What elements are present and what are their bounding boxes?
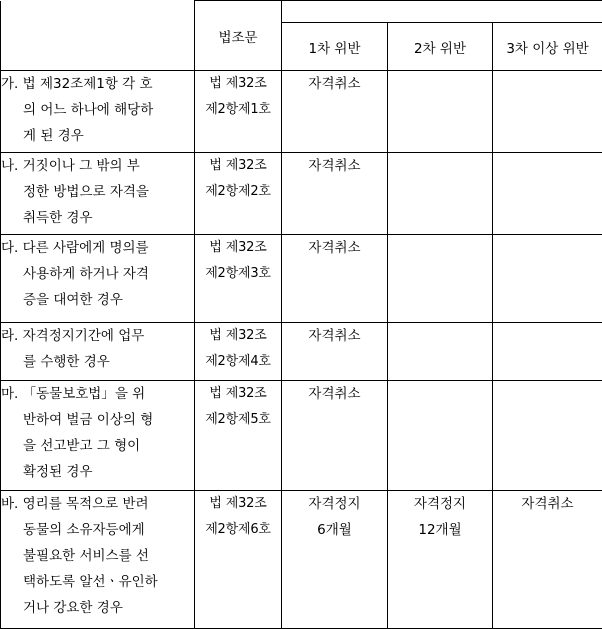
penalty-third-cell xyxy=(493,235,602,323)
law-article-cell xyxy=(195,235,282,323)
violation-text-line: 거나 강요한 경우 xyxy=(1,595,194,621)
penalty-first-cell xyxy=(282,323,388,381)
law-article-line: 법 제32조 xyxy=(195,491,281,517)
penalty-third-cell xyxy=(493,323,602,381)
law-article-line: 제2항제3호 xyxy=(195,261,281,287)
violation-text-line: 사용하게 하거나 자격 xyxy=(1,261,194,287)
table-row xyxy=(1,381,602,491)
law-article-line: 제2항제1호 xyxy=(195,97,281,123)
penalty-first-cell xyxy=(282,71,388,153)
violation-text-line: 마. 「동물보호법」을 위 xyxy=(1,381,194,407)
penalty-third-cell xyxy=(493,153,602,235)
law-article-cell xyxy=(195,381,282,491)
violation-cell xyxy=(1,71,195,153)
violation-text-line: 반하여 벌금 이상의 형 xyxy=(1,407,194,433)
violation-text-line: 게 된 경우 xyxy=(1,123,194,149)
law-article-cell xyxy=(195,323,282,381)
violation-cell xyxy=(1,235,195,323)
law-article-line: 제2항제5호 xyxy=(195,407,281,433)
violation-text-line: 취득한 경우 xyxy=(1,205,194,231)
penalty-second-cell xyxy=(388,323,493,381)
violation-text-line: 을 선고받고 그 형이 xyxy=(1,433,194,459)
header-row-top xyxy=(1,1,602,23)
penalty-first-cell xyxy=(282,235,388,323)
penalty-text: 6개월 xyxy=(282,517,387,543)
penalty-third-cell xyxy=(493,491,602,629)
violation-text-line: 확정된 경우 xyxy=(1,459,194,485)
law-article-line: 법 제32조 xyxy=(195,381,281,407)
law-article-line: 법 제32조 xyxy=(195,323,281,349)
violation-text-line: 바. 영리를 목적으로 반려 xyxy=(1,491,194,517)
violation-text-line: 택하도록 알선ㆍ유인하 xyxy=(1,569,194,595)
violation-text-line: 다. 다른 사람에게 명의를 xyxy=(1,235,194,261)
law-article-line: 법 제32조 xyxy=(195,235,281,261)
header-first-violation: 1차 위반 xyxy=(282,23,388,71)
header-law-article: 법조문 xyxy=(195,1,282,71)
violation-text-line: 의 어느 하나에 해당하 xyxy=(1,97,194,123)
law-article-line: 제2항제2호 xyxy=(195,179,281,205)
violation-text-line: 동물의 소유자등에게 xyxy=(1,517,194,543)
table-row xyxy=(1,323,602,381)
law-article-cell xyxy=(195,71,282,153)
penalty-text: 자격취소 xyxy=(282,235,387,261)
law-article-cell xyxy=(195,153,282,235)
penalty-text: 자격취소 xyxy=(282,323,387,349)
penalty-first-cell xyxy=(282,491,388,629)
violation-text-line: 불필요한 서비스를 선 xyxy=(1,543,194,569)
penalty-text: 자격정지 xyxy=(388,491,492,517)
penalty-text: 12개월 xyxy=(388,517,492,543)
table-row xyxy=(1,491,602,629)
penalty-text: 자격취소 xyxy=(493,491,602,517)
header-violation-cell xyxy=(1,1,195,71)
law-article-line: 제2항제4호 xyxy=(195,349,281,375)
penalty-second-cell xyxy=(388,153,493,235)
violation-cell xyxy=(1,323,195,381)
table-body xyxy=(1,71,602,629)
penalty-first-cell xyxy=(282,381,388,491)
violation-text-line: 증을 대여한 경우 xyxy=(1,287,194,313)
penalty-third-cell xyxy=(493,381,602,491)
penalty-text: 자격취소 xyxy=(282,153,387,179)
violation-text-line: 를 수행한 경우 xyxy=(1,349,194,375)
penalty-third-cell xyxy=(493,71,602,153)
violation-text-line: 나. 거짓이나 그 밖의 부 xyxy=(1,153,194,179)
violation-text-line: 정한 방법으로 자격을 xyxy=(1,179,194,205)
header-third-violation: 3차 이상 위반 xyxy=(493,23,602,71)
violation-cell xyxy=(1,153,195,235)
penalty-second-cell xyxy=(388,381,493,491)
law-article-line: 법 제32조 xyxy=(195,153,281,179)
penalty-second-cell xyxy=(388,491,493,629)
violation-text-line: 가. 법 제32조제1항 각 호 xyxy=(1,71,194,97)
penalty-first-cell xyxy=(282,153,388,235)
penalty-second-cell xyxy=(388,235,493,323)
penalty-text: 자격정지 xyxy=(282,491,387,517)
violation-text-line: 라. 자격정지기간에 업무 xyxy=(1,323,194,349)
table-row xyxy=(1,71,602,153)
header-penalty-group xyxy=(282,1,602,23)
violation-cell xyxy=(1,381,195,491)
header-second-violation: 2차 위반 xyxy=(388,23,493,71)
penalty-text: 자격취소 xyxy=(282,381,387,407)
violation-cell xyxy=(1,491,195,629)
law-article-cell xyxy=(195,491,282,629)
table-row xyxy=(1,153,602,235)
law-article-line: 제2항제6호 xyxy=(195,517,281,543)
penalty-text: 자격취소 xyxy=(282,71,387,97)
penalty-second-cell xyxy=(388,71,493,153)
law-article-line: 법 제32조 xyxy=(195,71,281,97)
table-row xyxy=(1,235,602,323)
